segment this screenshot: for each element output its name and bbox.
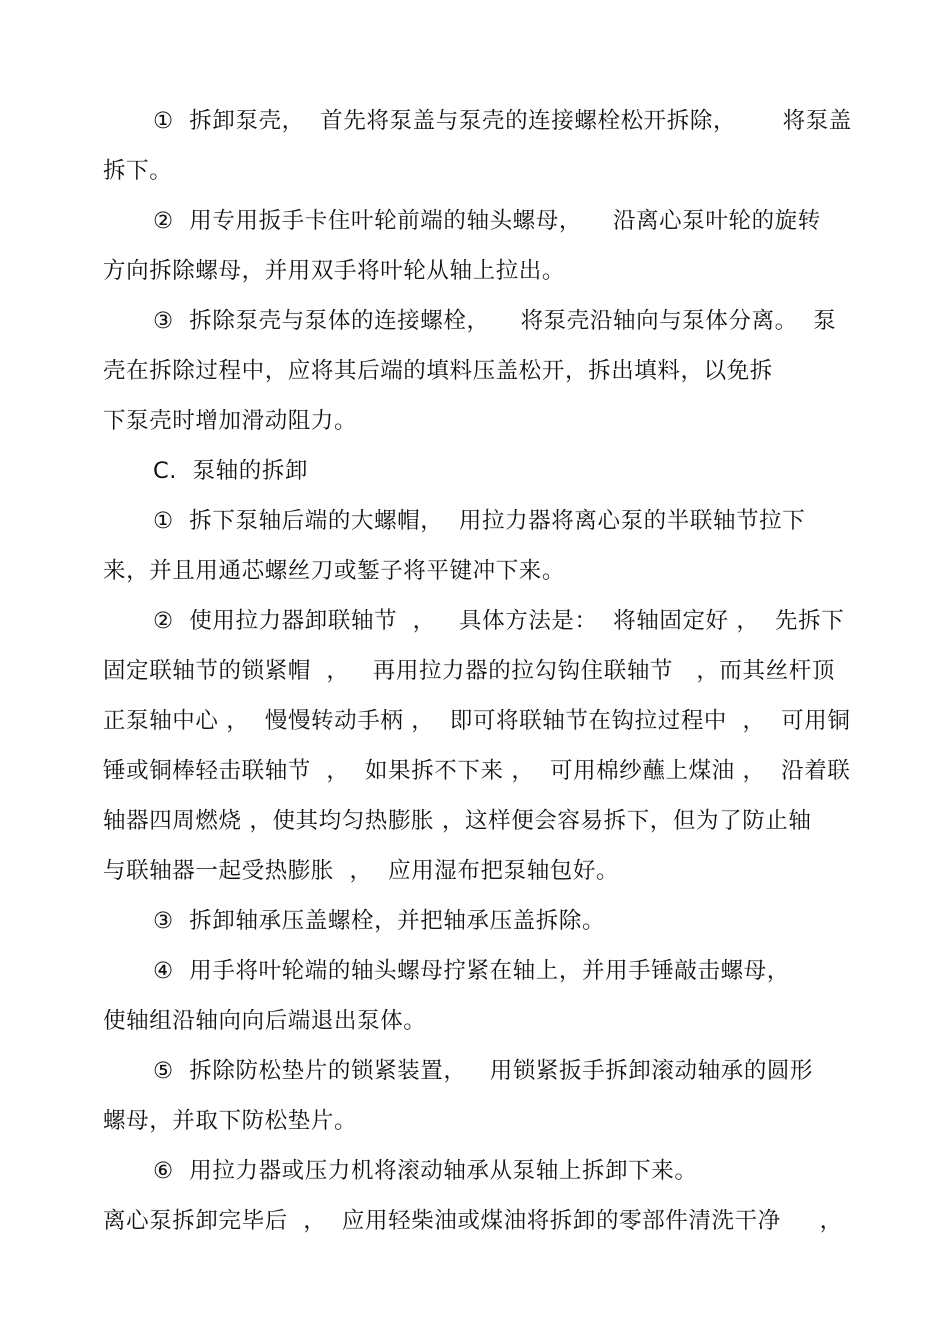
text-line: ⑤ 拆除防松垫片的锁紧装置， 用锁紧扳手拆卸滚动轴承的圆形 bbox=[153, 1058, 814, 1084]
text-line: ① 拆下泵轴后端的大螺帽， 用拉力器将离心泵的半联轴节拉下 bbox=[153, 508, 806, 534]
text-line: 轴器四周燃烧 ，使其均匀热膨胀 ，这样便会容易拆下，但为了防止轴 bbox=[103, 808, 812, 834]
text-line: 锤或铜棒轻击联轴节 ， 如果拆不下来 ， 可用棉纱蘸上煤油 ， 沿着联 bbox=[103, 758, 851, 784]
text-line: 拆下。 bbox=[103, 158, 173, 184]
text-line: ⑥ 用拉力器或压力机将滚动轴承从泵轴上拆卸下来。 bbox=[153, 1158, 698, 1184]
text-line: 下泵壳时增加滑动阻力。 bbox=[103, 408, 358, 434]
text-line: ③ 拆除泵壳与泵体的连接螺栓， 将泵壳沿轴向与泵体分离。 泵 bbox=[153, 308, 837, 334]
text-line: 使轴组沿轴向向后端退出泵体。 bbox=[103, 1008, 427, 1034]
text-line: ② 用专用扳手卡住叶轮前端的轴头螺母， 沿离心泵叶轮的旋转 bbox=[153, 208, 821, 234]
text-line: 固定联轴节的锁紧帽 ， 再用拉力器的拉勾钩住联轴节 ，而其丝杆顶 bbox=[103, 658, 835, 684]
text-line: ④ 用手将叶轮端的轴头螺母拧紧在轴上，并用手锤敲击螺母， bbox=[153, 958, 790, 984]
text-line: ② 使用拉力器卸联轴节 ， 具体方法是： 将轴固定好 ， 先拆下 bbox=[153, 608, 845, 634]
text-line: 正泵轴中心 ， 慢慢转动手柄 ， 即可将联轴节在钩拉过程中 ， 可用铜 bbox=[103, 708, 851, 734]
section-heading: C. 泵轴的拆卸 bbox=[153, 458, 309, 484]
text-line: 方向拆除螺母，并用双手将叶轮从轴上拉出。 bbox=[103, 258, 566, 284]
text-line: 壳在拆除过程中，应将其后端的填料压盖松开，拆出填料，以免拆 bbox=[103, 358, 773, 384]
text-line: 螺母，并取下防松垫片。 bbox=[103, 1108, 358, 1134]
text-line: 来，并且用通芯螺丝刀或錾子将平键冲下来。 bbox=[103, 558, 566, 584]
text-line: 离心泵拆卸完毕后 ， 应用轻柴油或煤油将拆卸的零部件清洗干净 ， bbox=[103, 1208, 843, 1234]
text-line: 与联轴器一起受热膨胀 ， 应用湿布把泵轴包好。 bbox=[103, 858, 620, 884]
text-line: ③ 拆卸轴承压盖螺栓，并把轴承压盖拆除。 bbox=[153, 908, 606, 934]
text-line: ① 拆卸泵壳， 首先将泵盖与泵壳的连接螺栓松开拆除， 将泵盖 bbox=[153, 108, 852, 134]
